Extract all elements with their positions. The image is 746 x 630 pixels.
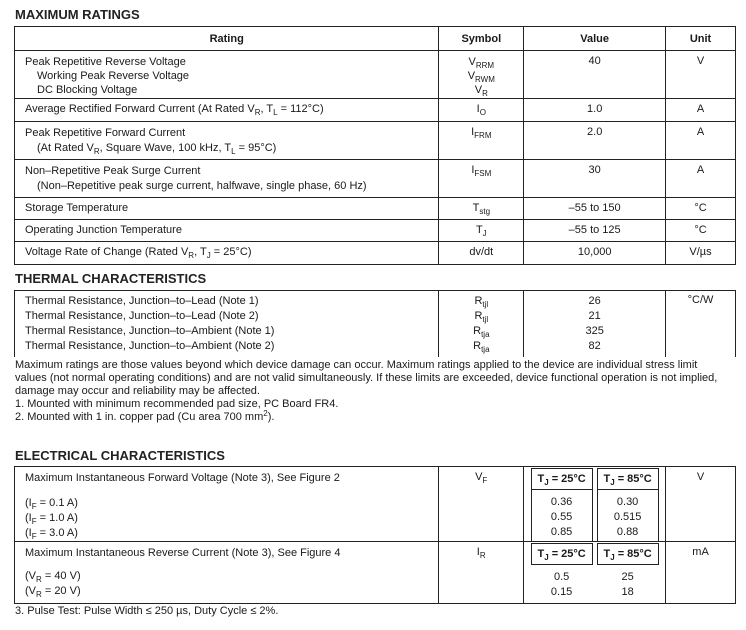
unit: °C [666, 198, 736, 220]
rating-label: Peak Repetitive Forward Current [25, 127, 186, 139]
value: 0.5 [553, 571, 570, 583]
value: –55 to 125 [524, 220, 666, 242]
symbol: $R_{tjl}$ [474, 310, 489, 324]
max-ratings-title: MAXIMUM RATINGS [15, 7, 140, 22]
symbol: $R_{tja}$ [473, 340, 490, 354]
max-ratings-table [14, 26, 736, 265]
header-symbol: Symbol [439, 27, 524, 51]
header-unit: Unit [666, 27, 736, 51]
value: 0.85 [550, 526, 573, 538]
header-rating: Rating [15, 27, 439, 51]
electrical-title: ELECTRICAL CHARACTERISTICS [15, 448, 225, 463]
thermal-title: THERMAL CHARACTERISTICS [15, 271, 207, 286]
unit: A [666, 160, 736, 198]
rating-label: Average Rectified Forward Current (At Rated $V_R$, $T_L = 112^\circ C$) [15, 99, 439, 122]
table-row [15, 51, 736, 99]
symbol: $R_{tjl}$ [474, 295, 489, 309]
temp-header-25: $T_J = 25^\circ C$ [531, 543, 593, 565]
ratings-notes [15, 359, 740, 424]
unit: °C/W [666, 291, 736, 357]
table-row [15, 198, 736, 220]
symbol: $I_{FRM}$ [439, 122, 524, 160]
temp-header-85: $T_J = 85^\circ C$ [597, 543, 659, 565]
thermal-label: Thermal Resistance, Junction–to–Lead (Note 1) [25, 295, 259, 307]
value: 0.515 [613, 511, 642, 523]
temp-header-25: $T_J = 25^\circ C$ [531, 468, 593, 490]
value: 0.88 [616, 526, 639, 538]
symbol: dv/dt [439, 242, 524, 265]
symbol: $R_{tja}$ [473, 325, 490, 339]
symbol: $I_R$ [439, 542, 524, 604]
symbol: $T_J$ [439, 220, 524, 242]
value: 18 [621, 586, 634, 598]
symbol: $V_F$ [439, 467, 524, 542]
condition: ($V_R = 40$ V) [25, 570, 81, 584]
thermal-table [14, 290, 736, 357]
header-value: Value [524, 27, 666, 51]
symbol: $I_{FSM}$ [439, 160, 524, 198]
rating-label: Working Peak Reverse Voltage [37, 70, 190, 82]
note-paragraph: Maximum ratings are those values beyond which device damage can occur. Maximum ratings applied to the device are individual stress limit [15, 359, 698, 371]
rating-label: Storage Temperature [15, 198, 439, 220]
table-row [15, 242, 736, 265]
value: 325 [585, 325, 604, 337]
thermal-label: Thermal Resistance, Junction–to–Ambient (Note 1) [25, 325, 275, 337]
value: 26 [588, 295, 601, 307]
note-paragraph: damage may occur and reliability may be affected. [15, 385, 260, 397]
rating-label: DC Blocking Voltage [37, 84, 138, 96]
thermal-label: Thermal Resistance, Junction–to–Ambient (Note 2) [25, 340, 275, 352]
unit: °C [666, 220, 736, 242]
unit: V [666, 467, 736, 542]
value: 10,000 [524, 242, 666, 265]
value: 2.0 [524, 122, 666, 160]
symbol: $V_R$ [474, 84, 488, 98]
value: 30 [524, 160, 666, 198]
table-row [15, 542, 736, 604]
rating-label: Operating Junction Temperature [15, 220, 439, 242]
value: 1.0 [524, 99, 666, 122]
note-paragraph: values (not normal operating conditions) and are not valid simultaneously. If these limits are exceeded, device functional operation is not implied, [15, 372, 718, 384]
unit: mA [666, 542, 736, 604]
condition: ($I_F = 1.0$ A) [25, 512, 78, 526]
value: 21 [588, 310, 601, 322]
rating-label: Voltage Rate of Change (Rated $V_R$, $T_J = 25^\circ C$) [15, 242, 439, 265]
symbol: $V_{RWM}$ [467, 70, 495, 84]
table-row [15, 291, 736, 357]
value: 82 [588, 340, 601, 352]
value: 40 [524, 51, 666, 99]
symbol: $V_{RRM}$ [468, 56, 495, 70]
note-2: 2. Mounted with 1 in. copper pad (Cu area 700 $mm^2$). [15, 409, 275, 423]
param-label: Maximum Instantaneous Reverse Current (Note 3), See Figure 4 [25, 547, 341, 559]
condition: ($I_F = 3.0$ A) [25, 527, 78, 541]
table-row [15, 467, 736, 542]
rating-label: Non–Repetitive Peak Surge Current [25, 165, 201, 177]
value: 0.30 [616, 496, 639, 508]
symbol: $T_{stg}$ [439, 198, 524, 220]
table-header-row [15, 27, 736, 51]
unit: V/µs [666, 242, 736, 265]
note-1: 1. Mounted with minimum recommended pad size, PC Board FR4. [15, 398, 339, 410]
condition: ($V_R = 20$ V) [25, 585, 81, 599]
rating-label: (At Rated $V_R$, Square Wave, 100 kHz, $T_L = 95^\circ C$) [37, 142, 277, 156]
unit: V [666, 51, 736, 99]
symbol: $I_O$ [439, 99, 524, 122]
rating-label: Peak Repetitive Reverse Voltage [25, 56, 186, 68]
value: –55 to 150 [524, 198, 666, 220]
condition: ($I_F = 0.1$ A) [25, 497, 78, 511]
value: 0.15 [550, 586, 573, 598]
electrical-table [14, 466, 736, 604]
table-row [15, 99, 736, 122]
value: 25 [621, 571, 634, 583]
table-row [15, 220, 736, 242]
unit: A [666, 122, 736, 160]
table-row [15, 122, 736, 160]
unit: A [666, 99, 736, 122]
table-row [15, 160, 736, 198]
rating-label: (Non–Repetitive peak surge current, halfwave, single phase, 60 Hz) [37, 180, 367, 192]
thermal-label: Thermal Resistance, Junction–to–Lead (Note 2) [25, 310, 259, 322]
note-3: 3. Pulse Test: Pulse Width ≤ 250 µs, Duty Cycle ≤ 2%. [15, 605, 279, 617]
value: 0.36 [550, 496, 573, 508]
value: 0.55 [550, 511, 573, 523]
temp-header-85: $T_J = 85^\circ C$ [597, 468, 659, 490]
param-label: Maximum Instantaneous Forward Voltage (Note 3), See Figure 2 [25, 472, 340, 484]
